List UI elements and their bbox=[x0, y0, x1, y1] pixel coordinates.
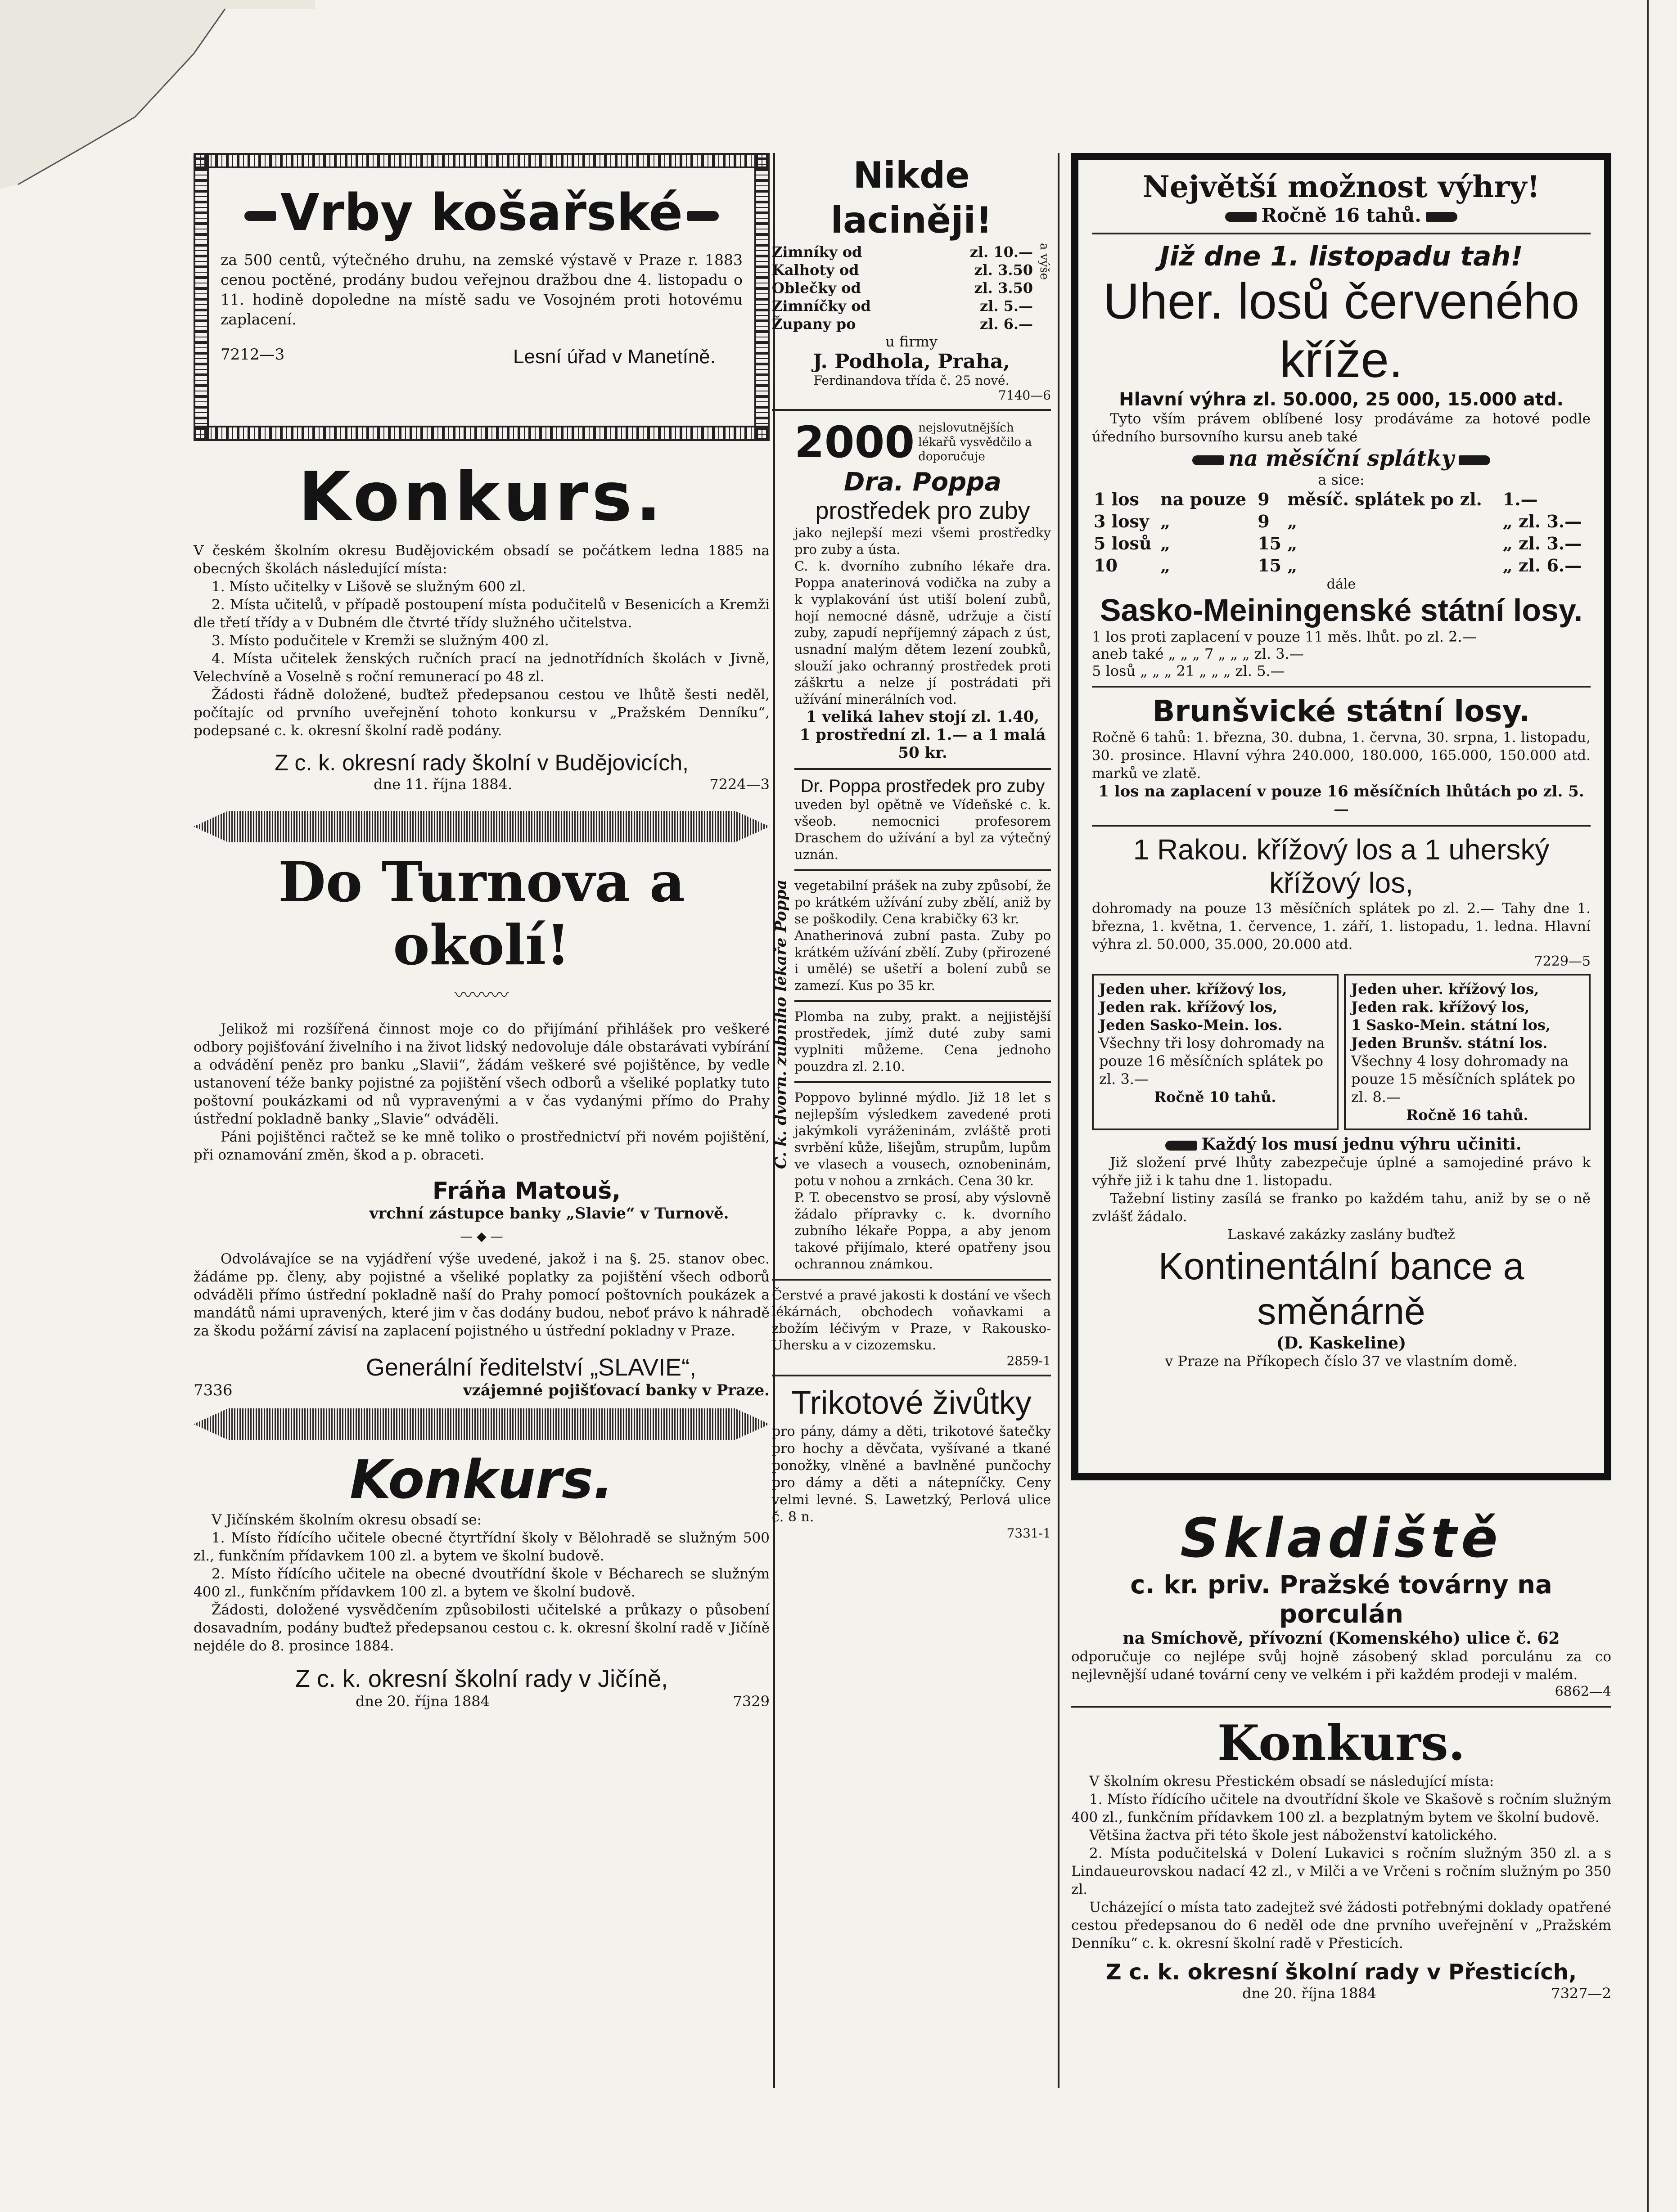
nikde-title: Nikde laciněji! bbox=[830, 154, 992, 241]
konkurs-intro: V Jičínském školním okresu obsadí se: bbox=[212, 1512, 482, 1528]
poppa-big-number: 2000 bbox=[794, 417, 915, 468]
skladiste-body: odporučuje co nejlépe svůj hojně zásobený sklad porculánu za co nejlevnější udané tovární ceny ve velkém i při každém prodeji v malém. bbox=[1071, 1649, 1611, 1683]
trikot-title: Trikotové živůtky bbox=[791, 1385, 1032, 1421]
poppa-title: prostředek pro zuby bbox=[815, 497, 1030, 524]
skladiste-title: Skladiště bbox=[1180, 1507, 1502, 1570]
divider bbox=[794, 1081, 1051, 1083]
ornament-border-bottom bbox=[194, 426, 770, 441]
column-right bbox=[1071, 153, 1611, 2002]
price-row: Zimníčky od zl. 5.— bbox=[772, 297, 1033, 315]
ad-konkurs-budejovice bbox=[194, 459, 770, 793]
nikde-price-list bbox=[772, 243, 1033, 333]
vrby-number: 7212—3 bbox=[221, 346, 285, 364]
konkurs-item: 2. Místa učitelů, v případě postoupení místa podučitelů v Besenicích a Kremži dle třetí třídy a v Dubném dle čtvrté třídy služného učitelstva. bbox=[194, 597, 770, 631]
table-row: 5 losů „ 15 „ „ zl. 3.— bbox=[1094, 533, 1582, 553]
column-middle bbox=[772, 153, 1051, 1541]
nikde-name: J. Podhola, Praha, bbox=[813, 350, 1010, 373]
losy-kazdy: Každý los musí jednu výhru učiniti. bbox=[1092, 1135, 1591, 1154]
turnov-sig-title: vrchní zástupce banky „Slavie“ v Turnově. bbox=[369, 1205, 729, 1223]
sasko-row: aneb také „ „ „ 7 „ „ „ zl. 3.— bbox=[1092, 645, 1304, 662]
konkurs-item: 1. Místo řídícího učitele obecné čtyrtřídní školy v Bělohradě se služným 500 zl., funkčním přídavkem 100 zl. a bytem ve školní budově. bbox=[194, 1530, 770, 1564]
losy-intro: Tyto vším právem oblíbené losy prodáváme za hotové podle úředního bursovního kursu aneb také bbox=[1092, 411, 1591, 445]
ornament-border-right bbox=[754, 153, 770, 441]
losy-bank-owner: (D. Kaskeline) bbox=[1276, 1334, 1407, 1353]
konkurs-item: 2. Místa podučitelská v Dolení Lukavici s ročním služným 350 zl. a s Lindaueurovskou nadací 42 zl., v Milči a ve Vrčeni s ročním služným po 350 zl. bbox=[1071, 1845, 1611, 1897]
poppa-p8: P. T. obecenstvo se prosí, aby výslovně žádalo přípravky c. k. dvorního zubního lékaře Poppa, a aby jenom takové přijímalo, které opatřeny jsou ochrannou známkou. bbox=[794, 1190, 1051, 1272]
losy-brun-pay: 1 los na zaplacení v pouze 16 měsíčních lhůtách po zl. 5.— bbox=[1098, 782, 1584, 818]
flourish-ornament: 〰〰〰 bbox=[455, 985, 509, 1006]
losy-bank: Kontinentální bance a směnárně bbox=[1158, 1245, 1524, 1332]
sasko-row: 5 losů „ „ „ 21 „ „ „ zl. 5.— bbox=[1092, 662, 1285, 679]
ornament-border-left bbox=[194, 153, 209, 441]
losy-bank-addr: v Praze na Příkopech číslo 37 ve vlastním domě. bbox=[1165, 1353, 1518, 1370]
konkurs-title: Konkurs. bbox=[350, 1448, 613, 1511]
losy-rak: 1 Rakou. křížový los a 1 uherský křížový los, bbox=[1133, 833, 1550, 899]
pointing-hand-icon bbox=[1165, 1141, 1197, 1151]
column-divider-2 bbox=[1058, 153, 1059, 2088]
poppa-p9: Čerstvé a pravé jakosti k dostání ve všech lékárnách, obchodech voňavkami a zbožím léčivým v Praze, v Rakousko-Uhersku a v cizozemsku. bbox=[772, 1287, 1051, 1353]
column-left bbox=[194, 153, 770, 1710]
divider-ornament bbox=[194, 811, 770, 842]
turnov-sig2b: vzájemné pojišťovací banky v Praze. bbox=[463, 1381, 770, 1399]
turnov-number: 7336 bbox=[194, 1381, 233, 1399]
losy-sasko: Sasko-Meiningenské státní losy. bbox=[1100, 593, 1583, 628]
losy-installments: na měsíční splátky bbox=[1092, 446, 1591, 471]
poppa-p3: uveden byl opětně ve Vídeňské c. k. všeob. nemocnici profesorem Draschem do užívání a byl za výtečný uznán. bbox=[794, 797, 1051, 862]
konkurs-item: 3. Místo podučitele v Kremži se služným 400 zl. bbox=[212, 633, 549, 649]
poppa-price2: 1 prostřední zl. 1.— a 1 malá 50 kr. bbox=[799, 726, 1046, 762]
ad-nikde bbox=[772, 153, 1051, 403]
ad-skladiste bbox=[1071, 1507, 1611, 1708]
konkurs-signature: Z c. k. okresní školní rady v Jičíně, bbox=[295, 1665, 668, 1692]
poppa-name: Dra. Poppa bbox=[843, 468, 1002, 497]
skladiste-addr: na Smíchově, přívozní (Komenského) ulice č. 62 bbox=[1123, 1629, 1560, 1648]
divider bbox=[1092, 233, 1591, 234]
divider bbox=[794, 768, 1051, 770]
ornament-border-top bbox=[194, 153, 770, 168]
konkurs-item: 1. Místo učitelky v Lišově se služným 600 zl. bbox=[212, 579, 526, 595]
poppa-p4: vegetabilní prášek na zuby způsobí, že po krátkém užívání zuby zbělí, aniž by se poškodily. Cena krabičky 63 kr. bbox=[794, 878, 1051, 926]
poppa-big-text: nejslovutnějších lékařů vysvědčilo a doporučuje bbox=[918, 421, 1032, 463]
konkurs-signature: Z c. k. okresní rady školní v Budějovicích, bbox=[275, 750, 689, 775]
nikde-number: 7140—6 bbox=[998, 388, 1051, 403]
nikde-side-note: a výše bbox=[1037, 243, 1051, 280]
poppa-p7: Poppovo bylinné mýdlo. Již 18 let s nejlepším výsledkem zavedené proti jakýmkoli vyráženinám, zvláště proti svrbění kůže, lišejům, strupům, lupům ve vlasech a vousech, oznobeninám, potu v nohou a zrnkách. Cena 30 kr. bbox=[794, 1090, 1051, 1188]
pointing-hand-icon bbox=[1225, 212, 1257, 222]
ad-konkurs-jicin bbox=[194, 1448, 770, 1710]
pointing-hand-icon bbox=[687, 211, 719, 221]
konkurs-signature: Z c. k. okresní školní rady v Přesticích, bbox=[1105, 1960, 1577, 1985]
ad-konkurs-prestice bbox=[1071, 1714, 1611, 2002]
divider bbox=[1071, 1706, 1611, 1708]
trikot-number: 7331-1 bbox=[1006, 1526, 1051, 1541]
konkurs-title: Konkurs. bbox=[1217, 1715, 1465, 1771]
losy-sice: a sice: bbox=[1318, 471, 1365, 488]
losy-combo-boxes bbox=[1092, 974, 1591, 1130]
vrby-signature: Lesní úřad v Manetíně. bbox=[513, 346, 716, 368]
konkurs-item: Ucházející o místa tato zadejtež své žádosti potřebnými doklady opatřené cestou předepsanou do 6 neděl ode dne prvního uveřejnění v „Pražském Denníku“ c. k. okresní školní radě v Přesticích. bbox=[1071, 1899, 1611, 1951]
poppa-side-label: C. k. dvorn. zubního lékaře Poppa bbox=[772, 880, 790, 1169]
losy-date-line: Již dne 1. listopadu tah! bbox=[1159, 241, 1523, 272]
divider-ornament: — ◆ — bbox=[460, 1229, 503, 1244]
losy-rak-number: 7229—5 bbox=[1534, 953, 1591, 969]
turnov-p1: Jelikož mi rozšířená činnost moje co do přijímání přihlášek pro veškeré odbory pojišťování živelního i na život lidský nedovoluje dále obstarávati vybírání a odvádění peněz pro banku „Slavii“, žádám veškeré své pojištěnce, by vedle ustanovení téže banky pojistné za pojištění všech odborů a všeliké poplatky tuto poštovní poukázkami od nů vypravenými a v čas vydanými přímo do Prahy ústřední pokladně banky „Slavie“ odváděli. bbox=[194, 1021, 770, 1127]
losy-sub: Ročně 16 tahů. bbox=[1092, 204, 1591, 226]
combo-box-left: Jeden uher. křížový los, Jeden rak. křížový los, Jeden Sasko-Mein. los. Všechny tři losy dohromady na pouze 16 měsíčních splátek po zl. 3.— Ročně 10 tahů. bbox=[1092, 974, 1339, 1130]
losy-p-after3: Laskavé zakázky zaslány buďtež bbox=[1227, 1227, 1455, 1243]
konkurs-item: Žádosti řádně doložené, buďtež předepsanou cestou ve lhůtě šesti neděl, počítajíc od prvního uveřejnění tohoto konkursu v „Pražském Denníku“, podepsané c. k. okresní školní radě podány. bbox=[194, 687, 770, 739]
table-row: 10 „ 15 „ „ zl. 6.— bbox=[1094, 555, 1582, 575]
divider bbox=[772, 409, 1051, 411]
losy-rak-body: dohromady na pouze 13 měsíčních splátek po zl. 2.— Tahy dne 1. března, 1. května, 1. července, 1. září, 1. listopadu, 1. ledna. Hlavní výhra zl. 50.000, 35.000, 20.000 atd. bbox=[1092, 900, 1591, 953]
pointing-hand-icon bbox=[1426, 212, 1457, 222]
turnov-p2: Páni pojištěnci račtež se ke mně toliko o prostřednictví při novém pojištění, při oznamování změn, škod a p. obraceti. bbox=[194, 1129, 770, 1163]
konkurs-item: Žádosti, doložené vysvědčením způsobilosti učitelské a průkazy o působení dosavadním, podány buďtež předepsanou cestou c. k. okresní školní radě v Jičíně nejdéle do 8. prosince 1884. bbox=[194, 1602, 770, 1654]
konkurs-item: 4. Místa učitelek ženských ručních prací na jednotřídních školách v Jivně, Velechvíně a Voselně s roční remunerací po 48 zl. bbox=[194, 651, 770, 685]
poppa-head2: Dr. Poppa prostředek pro zuby bbox=[800, 776, 1045, 796]
poppa-p2: C. k. dvorního zubního lékaře dra. Poppa anaterinová vodička na zuby a k vyplakování úst utiší bolení zubů, hojí nemocné dásně, udržuje a čistí zuby, zapudí nepříjemný zápach z úst, usnadní malým dětem lezení zoubků, slouží jako ochranný prostředek proti záškrtu a nelze jí postrádati při užívání minerálních vod. bbox=[794, 558, 1051, 707]
konkurs-number: 7329 bbox=[733, 1693, 770, 1710]
poppa-price1: 1 veliká lahev stojí zl. 1.40, bbox=[806, 708, 1040, 726]
konkurs-number: 7224—3 bbox=[709, 776, 770, 793]
table-row: 1 los na pouze 9 měsíč. splátek po zl. 1.— bbox=[1094, 489, 1538, 509]
ad-vrby bbox=[194, 153, 770, 441]
pointing-hand-icon bbox=[244, 211, 276, 221]
ad-trikot bbox=[772, 1383, 1051, 1541]
turnov-sig-name: Fráňa Matouš, bbox=[432, 1178, 621, 1205]
divider bbox=[772, 1375, 1051, 1376]
losy-p-after2: Tažební listiny zasílá se franko po každém tahu, aniž by se o ně zvlášť žádalo. bbox=[1092, 1191, 1591, 1225]
price-row: Kalhoty od zl. 3.50 bbox=[772, 261, 1033, 279]
ad-turnov bbox=[194, 850, 770, 1399]
losy-brun-body: Ročně 6 tahů: 1. března, 30. dubna, 1. června, 30. srpna, 1. listopadu, 30. prosince. Hlavní výhra 240.000, 180.000, 165.000, 150.000 atd. marků ve zlatě. bbox=[1092, 729, 1591, 782]
konkurs-date: dne 11. října 1884. bbox=[374, 776, 513, 793]
konkurs-item: 1. Místo řídícího učitele na dvoutřídní škole ve Skašově s ročním služným 400 zl., funkčním přídavkem 100 zl. a bezplatným bytem ve školní budově. bbox=[1071, 1791, 1611, 1825]
divider bbox=[794, 1000, 1051, 1002]
nikde-firm: u firmy bbox=[885, 333, 938, 350]
losy-p-after: Již složení prvé lhůty zabezpečuje úplné a samojediné právo k výhře již i k tahu dne 1. listopadu. bbox=[1092, 1155, 1591, 1189]
poppa-number: 2859-1 bbox=[1006, 1353, 1051, 1368]
losy-dale: dále bbox=[1326, 576, 1356, 592]
divider bbox=[794, 869, 1051, 871]
rates-table bbox=[1092, 488, 1591, 576]
price-row: Zimníky od zl. 10.— bbox=[772, 243, 1033, 261]
konkurs-intro: V českém školním okresu Budějovickém obsadí se počátkem ledna 1885 na obecných školách následující místa: bbox=[194, 543, 770, 577]
konkurs-title: Konkurs. bbox=[298, 458, 665, 536]
turnov-p3: Odvolávajíce se na vyjádření výše uvedené, jakož i na §. 25. stanov obec. žádáme pp. členy, aby pojistné a všeliké poplatky za pojištění všech odborů odváděli přímo ústřední pokladně naší do Prahy pomocí poštovních poukázek a mandátů námi upravených, které jim v čas dodány budou, neboť právo k náhradě za škodu požární závisí na zaplacení pojistného u ústřední pokladny v Praze. bbox=[194, 1251, 770, 1339]
konkurs-item: Většina žactva při této škole jest náboženství katolického. bbox=[1089, 1827, 1497, 1843]
divider-ornament bbox=[194, 1408, 770, 1440]
right-edge-line bbox=[1647, 0, 1649, 2212]
turnov-sig2: Generální ředitelství „SLAVIE“, bbox=[365, 1354, 697, 1381]
konkurs-intro: V školním okresu Přestickém obsadí se následující místa: bbox=[1089, 1773, 1494, 1789]
ad-losy bbox=[1071, 153, 1611, 1480]
konkurs-number: 7327—2 bbox=[1551, 1985, 1611, 2002]
divider bbox=[1092, 825, 1591, 827]
price-row: Župany po zl. 6.— bbox=[772, 315, 1033, 333]
konkurs-date: dne 20. října 1884 bbox=[356, 1693, 490, 1710]
nikde-address: Ferdinandova třída č. 25 nové. bbox=[813, 373, 1010, 388]
skladiste-number: 6862—4 bbox=[1555, 1684, 1611, 1699]
ad-poppa bbox=[772, 417, 1051, 1272]
trikot-body: pro pány, dámy a děti, trikotové šatečky pro hochy a děvčata, vyšívané a tkané ponožky, vlněné a bavlněné punčochy pro dámy a děti a nátepníčky. Ceny velmi levné. S. Lawetzký, Perlová ulice č. 8 n. bbox=[772, 1424, 1051, 1525]
sasko-row: 1 los proti zaplacení v pouze 11 měs. lhůt. po zl. 2.— bbox=[1092, 628, 1477, 645]
losy-brun: Brunšvické státní losy. bbox=[1152, 694, 1530, 728]
skladiste-sub: c. kr. priv. Pražské továrny na porculán bbox=[1130, 1570, 1552, 1629]
losy-uher: Uher. losů červeného kříže. bbox=[1103, 273, 1580, 388]
table-row: 3 losy „ 9 „ „ zl. 3.— bbox=[1094, 511, 1582, 531]
vrby-body: za 500 centů, výtečného druhu, na zemské výstavě v Praze r. 1883 cenou poctěné, prodány budou veřejnou dražbou dne 4. listopadu o 11. hodině dopoledne na místě sadu ve Vosojném proti hotovému zaplacení. bbox=[221, 251, 743, 328]
divider bbox=[772, 1279, 1051, 1281]
losy-main-prize: Hlavní výhra zl. 50.000, 25 000, 15.000 atd. bbox=[1119, 389, 1564, 410]
poppa-p1: jako nejlepší mezi všemi prostředky pro zuby a ústa. bbox=[794, 525, 1051, 557]
poppa-p6: Plomba na zuby, prakt. a nejjistější prostředek, jímž duté zuby sami vyplniti můžeme. Cena jednoho pouzdra zl. 2.10. bbox=[794, 1009, 1051, 1074]
losy-title: Největší možnost výhry! bbox=[1142, 169, 1540, 204]
pointing-hand-icon bbox=[1459, 455, 1490, 465]
turnov-title: Do Turnova a okolí! bbox=[278, 850, 685, 977]
konkurs-item: 2. Místo řídícího učitele na obecné dvoutřídní škole v Bécharech se služným 400 zl., funkčním přídavkem 100 zl. a bytem ve školní budově. bbox=[194, 1566, 770, 1600]
combo-box-right: Jeden uher. křížový los, Jeden rak. křížový los, 1 Sasko-Mein. státní los, Jeden Brunšv. státní los. Všechny 4 losy dohromady na pouze 15 měsíčních splátek po zl. 8.— Ročně 16 tahů. bbox=[1344, 974, 1591, 1130]
poppa-p5: Anatherinová zubní pasta. Zuby po krátkém užívání zbělí. Zuby (přirozené i umělé) se ušetří a bolení zubů se zamezí. Kus po 35 kr. bbox=[794, 928, 1051, 993]
divider bbox=[1092, 686, 1591, 688]
pointing-hand-icon bbox=[1192, 455, 1224, 465]
vrby-title: Vrby košařské bbox=[221, 184, 743, 242]
konkurs-date: dne 20. října 1884 bbox=[1242, 1985, 1377, 2002]
price-row: Oblečky od zl. 3.50 bbox=[772, 279, 1033, 297]
